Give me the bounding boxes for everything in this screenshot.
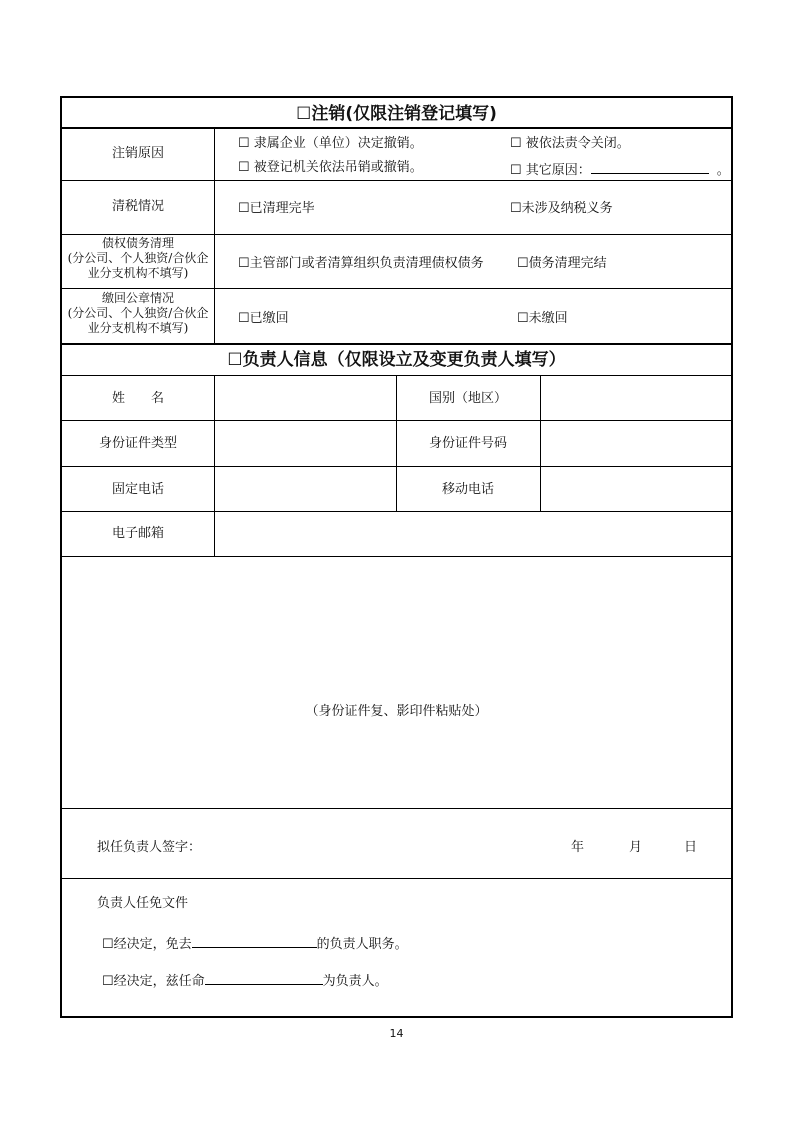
reason-suffix: 。 [716,163,730,178]
seal-option-not-returned[interactable]: ☐未缴回 [517,311,568,326]
divider [62,556,731,557]
cancel-section-title: ☐注销(仅限注销登记填写) [296,104,497,124]
id-number-label: 身份证件号码 [428,436,507,451]
column-divider [396,375,397,511]
date-day: 日 [684,840,698,855]
divider [62,878,731,879]
appoint-suffix: 为负责人。 [322,974,388,989]
reason-option-cancelled[interactable]: ☐ 被登记机关依法吊销或撤销。 [238,160,423,175]
debt-label-line-3: 业分支机构不填写) [87,266,189,280]
removal-suffix: 的负责人职务。 [316,937,408,952]
tax-option-cleared[interactable]: ☐已清理完毕 [238,201,315,216]
debt-option-liquidation[interactable]: ☐主管部门或者清算组织负责清理债权债务 [238,256,484,271]
removal-statement [102,934,408,953]
appoint-prefix[interactable]: ☐经决定，兹任命 [102,974,205,989]
signature-field[interactable] [212,828,552,868]
page-number: 14 [389,1027,404,1040]
other-reason-field[interactable] [591,160,709,174]
country-label: 国别（地区） [428,391,507,406]
registration-form [60,96,733,1018]
tax-option-none[interactable]: ☐未涉及纳税义务 [510,201,613,216]
email-field[interactable] [215,512,731,556]
debt-label-line-1: 债权债务清理 [101,236,174,250]
date-year: 年 [571,840,585,855]
date-month: 月 [629,840,643,855]
seal-label-line-3: 业分支机构不填写) [87,321,189,335]
reason-option-other[interactable] [510,160,730,179]
id-number-field[interactable] [541,421,731,466]
country-field[interactable] [541,376,731,420]
column-divider [214,127,215,343]
divider [62,180,731,181]
appointment-title: 负责人任免文件 [97,896,189,911]
mobile-label: 移动电话 [441,482,494,497]
divider [62,288,731,289]
seal-label-line-2: (分公司、个人独资/合伙企 [67,306,209,320]
reason-label: 注销原因 [111,146,164,161]
tax-label: 清税情况 [111,199,164,214]
id-copy-paste-area: （身份证件复、影印件粘贴处） [305,704,488,719]
signature-label: 拟任负责人签字： [97,840,202,855]
phone-field[interactable] [215,467,395,511]
divider [62,234,731,235]
appoint-name-field[interactable] [205,971,323,985]
person-section-title: ☐负责人信息（仅限设立及变更负责人填写） [227,350,566,370]
phone-label: 固定电话 [111,482,164,497]
seal-option-returned[interactable]: ☐已缴回 [238,311,289,326]
divider [62,808,731,809]
reason-option-other-label: ☐ 其它原因： [510,163,591,178]
name-label: 姓 名 [111,391,164,406]
reason-option-closed[interactable]: ☐ 被依法责令关闭。 [510,136,630,151]
id-type-field[interactable] [215,421,395,466]
seal-label-line-1: 缴回公章情况 [101,291,174,305]
mobile-field[interactable] [541,467,731,511]
appointment-statement [102,971,388,990]
email-label: 电子邮箱 [111,526,164,541]
removal-name-field[interactable] [192,934,317,948]
debt-label-line-2: (分公司、个人独资/合伙企 [67,251,209,265]
divider [62,127,731,129]
debt-option-completed[interactable]: ☐债务清理完结 [517,256,607,271]
id-type-label: 身份证件类型 [98,436,177,451]
name-field[interactable] [215,376,395,420]
reason-option-revoked[interactable]: ☐ 隶属企业（单位）决定撤销。 [238,136,423,151]
divider [62,343,731,345]
removal-prefix[interactable]: ☐经决定，免去 [102,937,192,952]
